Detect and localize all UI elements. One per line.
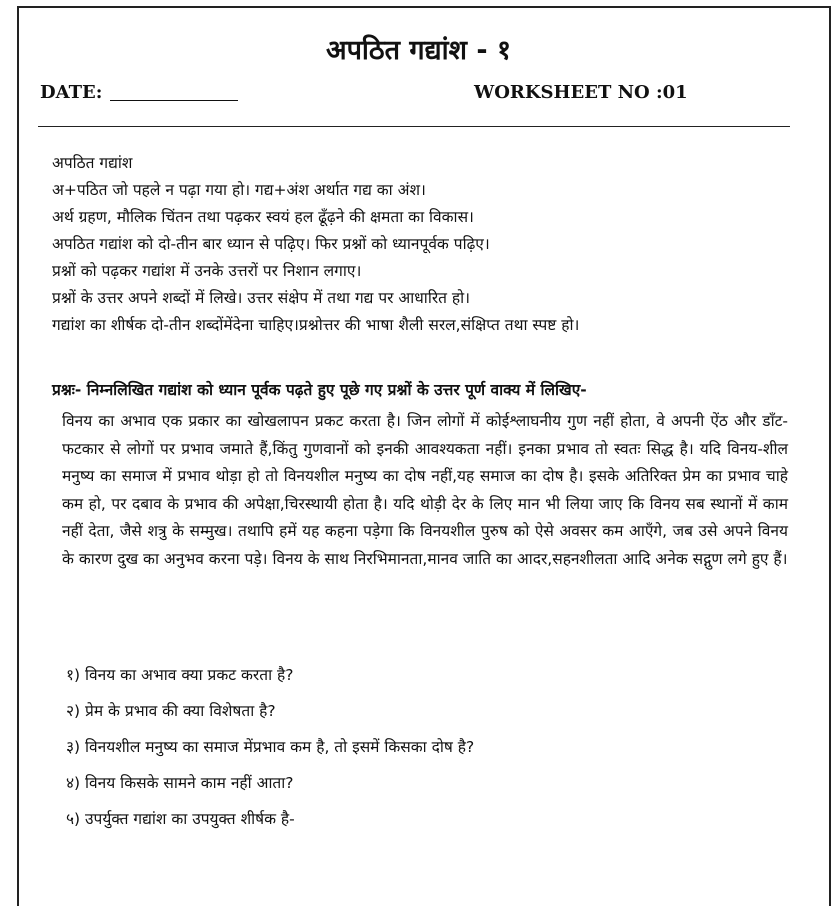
date-label: DATE: (40, 82, 103, 103)
worksheet-number: WORKSHEET NO :01 (474, 82, 688, 103)
question-item: ३) विनयशील मनुष्य का समाज मेंप्रभाव कम है, तो इसमें किसका दोष है? (66, 738, 475, 756)
question-item: ४) विनय किसके सामने काम नहीं आता? (66, 774, 294, 792)
intro-line: अ+पठित जो पहले न पढ़ा गया हो। गद्य+अंश अर्थात गद्य का अंश। (52, 181, 426, 199)
intro-line: अपठित गद्यांश को दो-तीन बार ध्यान से पढ़िए। फिर प्रश्नों को ध्यानपूर्वक पढ़िए। (52, 235, 490, 253)
worksheet-title: अपठित गद्यांश - १ (325, 35, 512, 66)
intro-heading: अपठित गद्यांश (52, 154, 133, 172)
date-blank-line (110, 100, 238, 101)
header-row (40, 82, 690, 106)
header-divider (38, 126, 790, 127)
intro-line: अर्थ ग्रहण, मौलिक चिंतन तथा पढ़कर स्वयं हल ढूँढ़ने की क्षमता का विकास। (52, 208, 474, 226)
question-item: २) प्रेम के प्रभाव की क्या विशेषता है? (66, 702, 276, 720)
intro-section (52, 150, 792, 339)
passage-text: विनय का अभाव एक प्रकार का खोखलापन प्रकट करता है। जिन लोगों में कोईश्लाघनीय गुण नहीं होता, वे अपनी ऐंठ और डाँट-फटकार से लोगों पर प्रभाव जमाते हैं,किंतु गुणवानों को इनकी आवश्यकता नहीं। इनका प्रभाव तो स्वतः सिद्ध है। यदि विनय-शील मनुष्य का समाज में प्रभाव थोड़ा हो तो विनयशील मनुष्य का दोष नहीं,यह समाज का दोष है। इसके अतिरिक्त प्रेम का प्रभाव चाहे कम हो, पर दबाव के प्रभाव की अपेक्षा,चिरस्थायी होता है। यदि थोड़ी देर के लिए मान भी लिया जाए कि विनय सब स्थानों में काम नहीं देता, जैसे शत्रु के सम्मुख। तथापि हमें यह कहना पड़ेगा कि विनयशील पुरुष को ऐसे अवसर कम आएँगे, जब उसे अपने विनय के कारण दुख का अनुभव करना पड़े। विनय के साथ निरभिमानता,मानव जाति का आदर,सहनशीलता आदि अनेक सद्गुण लगे हुए हैं। (62, 412, 788, 568)
intro-line: प्रश्नों के उत्तर अपने शब्दों में लिखे। उत्तर संक्षेप में तथा गद्य पर आधारित हो। (52, 289, 471, 307)
question-item: ५) उपर्युक्त गद्यांश का उपयुक्त शीर्षक है- (66, 810, 295, 828)
question-item: १) विनय का अभाव क्या प्रकट करता है? (66, 666, 294, 684)
intro-line: गद्यांश का शीर्षक दो-तीन शब्दोंमेंदेना चाहिए।प्रश्नोत्तर की भाषा शैली सरल,संक्षिप्त तथा स्पष्ट हो। (52, 316, 580, 334)
question-prompt: प्रश्नः- निम्नलिखित गद्यांश को ध्यान पूर्वक पढ़ते हुए पूछे गए प्रश्नों के उत्तर पूर्ण वाक्य में लिखिए- (52, 381, 587, 399)
question-list (66, 662, 766, 842)
intro-line: प्रश्नों को पढ़कर गद्यांश में उनके उत्तरों पर निशान लगाए। (52, 262, 362, 280)
